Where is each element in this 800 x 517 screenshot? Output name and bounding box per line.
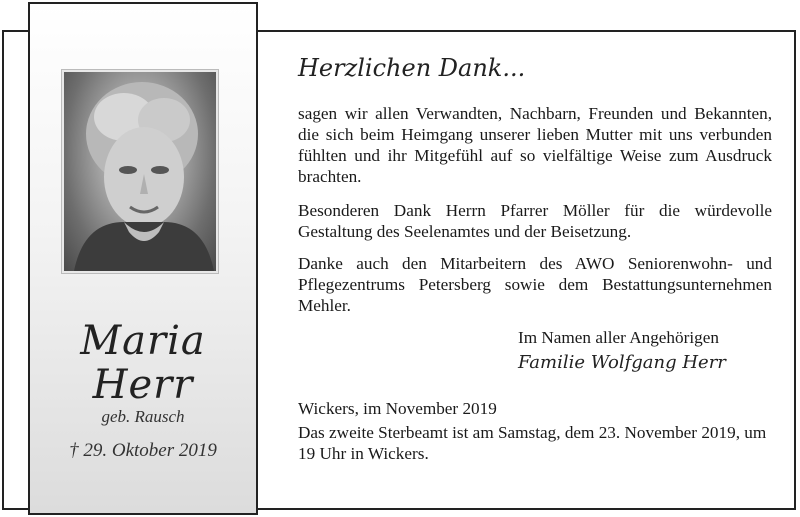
- portrait-image: [64, 72, 216, 271]
- place-date: Wickers, im November 2019: [298, 399, 497, 418]
- maiden-name: geb. Rausch: [101, 407, 185, 426]
- family-signature: Familie Wolfgang Herr: [518, 352, 726, 373]
- notice-heading: Herzlichen Dank...: [298, 54, 526, 82]
- staff-paragraph: Danke auch den Mitarbeitern des AWO Seniorenwohn- und Pflegezentrums Petersberg sowie dem Bestattungsunternehmen Mehler.: [298, 254, 772, 315]
- portrait-photo: [62, 70, 218, 273]
- thanks-paragraph: sagen wir allen Verwandten, Nachbarn, Freunden und Bekannten, die sich beim Heimgang unserer lieben Mutter mit uns verbunden fühlten und ihr Mitgefühl auf so vielfältige Weise zum Ausdruck brachten.: [298, 104, 772, 186]
- death-date: † 29. Oktober 2019: [69, 440, 217, 461]
- first-name: Maria: [80, 318, 206, 364]
- pastor-paragraph: Besonderen Dank Herrn Pfarrer Möller für die würdevolle Gestaltung des Seelenamtes und der Beisetzung.: [298, 201, 772, 241]
- last-name: Herr: [92, 362, 194, 408]
- funeral-info: Das zweite Sterbeamt ist am Samstag, dem 23. November 2019, um 19 Uhr in Wickers.: [298, 423, 767, 463]
- closing-line: Im Namen aller Angehörigen: [518, 328, 719, 347]
